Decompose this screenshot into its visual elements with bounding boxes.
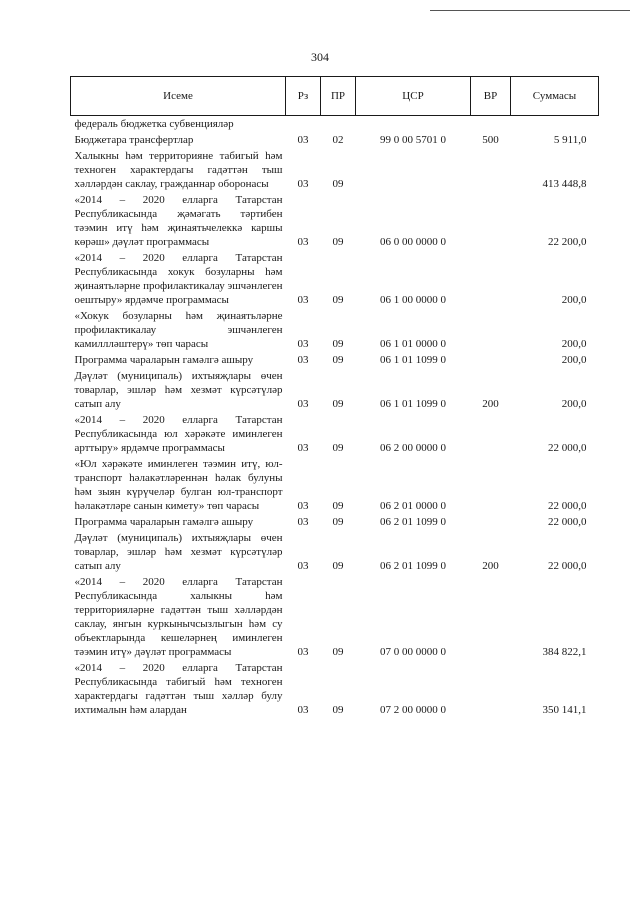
cell-vr	[471, 250, 511, 308]
cell-vr	[471, 192, 511, 250]
cell-pr: 09	[332, 704, 344, 716]
table-row	[71, 116, 599, 133]
cell-vr	[471, 308, 511, 352]
table-row	[71, 308, 599, 352]
cell-pr: 09	[332, 178, 344, 190]
cell-csr: 06 2 00 0000 0	[380, 442, 446, 454]
table-body	[71, 116, 599, 719]
budget-table	[70, 76, 599, 718]
cell-pr: 02	[332, 134, 344, 146]
table-row	[71, 132, 599, 148]
header-sum: Суммасы	[511, 77, 599, 116]
cell-name: Программа чараларын гамәлгә ашыру	[74, 354, 254, 366]
header-csr: ЦСР	[356, 77, 471, 116]
cell-csr: 06 0 00 0000 0	[380, 236, 446, 248]
header-rule	[430, 10, 630, 11]
cell-name: Халыкны һәм территорияне табигый һәм техноген характердагы гадәттән тыш хәлләрдән саклау, гражданнар оборонасы	[74, 150, 283, 190]
header-vr: ВР	[471, 77, 511, 116]
cell-rz	[286, 116, 321, 133]
cell-sum: 200,0	[561, 294, 587, 306]
cell-rz: 03	[297, 354, 309, 366]
cell-sum: 413 448,8	[542, 178, 587, 190]
cell-vr	[471, 116, 511, 133]
cell-vr: 500	[482, 134, 499, 146]
cell-sum: 5 911,0	[553, 134, 587, 146]
table-row	[71, 148, 599, 192]
cell-name: «2014 – 2020 елларга Татарстан Республикасында юл хәрәкәте иминлеген арттыру» ярдәмче программасы	[74, 414, 283, 454]
cell-vr: 200	[482, 560, 499, 572]
cell-rz: 03	[297, 178, 309, 190]
cell-name: «Юл хәрәкәте иминлеген тәэмин итү, юл-транспорт һәлакәтләреннән һәлак булуны һәм зыян күрүчеләр булган юл-транспорт һәлакәтләре санын кимету» төп чарасы	[74, 458, 283, 512]
table-row	[71, 368, 599, 412]
cell-sum: 384 822,1	[542, 646, 587, 658]
cell-sum: 22 000,0	[548, 442, 587, 454]
cell-name: «2014 – 2020 елларга Татарстан Республикасында хокук бозуларны һәм җинаятьләрне профилактикалау эшчәнлеген оештыру» ярдәмче программасы	[74, 252, 283, 306]
cell-name: Дәүләт (муниципаль) ихтыяҗлары өчен товарлар, эшләр һәм хезмәт күрсәтүләр сатып алу	[74, 370, 283, 410]
cell-name: «2014 – 2020 елларга Татарстан Республикасында табигый һәм техноген характердагы гадәттән тыш хәлләр булу ихтималын һәм алардан	[74, 662, 283, 716]
table-row	[71, 352, 599, 368]
cell-name: Дәүләт (муниципаль) ихтыяҗлары өчен товарлар, эшләр һәм хезмәт күрсәтүләр сатып алу	[74, 532, 283, 572]
cell-csr: 07 2 00 0000 0	[380, 704, 446, 716]
cell-csr: 06 2 01 1099 0	[380, 560, 446, 572]
cell-vr	[471, 412, 511, 456]
cell-pr: 09	[332, 646, 344, 658]
cell-pr: 09	[332, 442, 344, 454]
cell-rz: 03	[297, 560, 309, 572]
cell-rz: 03	[297, 646, 309, 658]
cell-rz: 03	[297, 338, 309, 350]
cell-pr: 09	[332, 338, 344, 350]
cell-pr: 09	[332, 398, 344, 410]
cell-csr: 06 2 01 0000 0	[380, 500, 446, 512]
cell-pr: 09	[332, 294, 344, 306]
cell-csr: 06 2 01 1099 0	[380, 516, 446, 528]
cell-name: «2014 – 2020 елларга Татарстан Республикасында халыкны һәм территорияләрне гадәттән тыш хәлләрдән саклау, янгын куркынычсызлыгын һәм су объектларында кешеләрнең иминлеген тәэмин итү» дәүләт программасы	[74, 576, 283, 658]
cell-csr: 06 1 00 0000 0	[380, 294, 446, 306]
cell-sum	[511, 116, 599, 133]
cell-pr: 09	[332, 560, 344, 572]
cell-rz: 03	[297, 516, 309, 528]
cell-sum: 200,0	[561, 354, 587, 366]
cell-vr	[471, 514, 511, 530]
page-number: 304	[311, 50, 329, 64]
cell-pr: 09	[332, 236, 344, 248]
table-row	[71, 250, 599, 308]
cell-vr: 200	[482, 398, 499, 410]
cell-sum: 22 000,0	[548, 516, 587, 528]
cell-csr: 99 0 00 5701 0	[380, 134, 446, 146]
cell-rz: 03	[297, 442, 309, 454]
cell-name: федераль бюджетка субвенцияләр	[74, 118, 234, 130]
table-row	[71, 192, 599, 250]
cell-pr: 09	[332, 500, 344, 512]
cell-sum: 22 000,0	[548, 560, 587, 572]
cell-name: «2014 – 2020 елларга Татарстан Республикасында җәмәгать тәртибен тәэмин итү һәм җинаятьчелеккә каршы көрәш» дәүләт программасы	[74, 194, 283, 248]
cell-name: Программа чараларын гамәлгә ашыру	[74, 516, 254, 528]
cell-sum: 22 200,0	[548, 236, 587, 248]
table-row	[71, 514, 599, 530]
cell-rz: 03	[297, 398, 309, 410]
cell-vr	[471, 456, 511, 514]
cell-csr: 07 0 00 0000 0	[380, 646, 446, 658]
header-name: Исеме	[71, 77, 286, 116]
cell-pr: 09	[332, 354, 344, 366]
cell-name: Бюджетара трансфертлар	[74, 134, 194, 146]
cell-pr	[321, 116, 356, 133]
cell-pr: 09	[332, 516, 344, 528]
cell-rz: 03	[297, 236, 309, 248]
cell-vr	[471, 574, 511, 660]
cell-rz: 03	[297, 704, 309, 716]
cell-sum: 200,0	[561, 398, 587, 410]
table-row	[71, 456, 599, 514]
cell-name: «Хокук бозуларны һәм җинаятьләрне профилактикалау эшчәнлеген камиллләштерү» төп чарасы	[74, 310, 283, 350]
table-row	[71, 574, 599, 660]
cell-sum: 200,0	[561, 338, 587, 350]
cell-sum: 22 000,0	[548, 500, 587, 512]
cell-rz: 03	[297, 500, 309, 512]
cell-csr: 06 1 01 1099 0	[380, 354, 446, 366]
table-row	[71, 530, 599, 574]
cell-rz: 03	[297, 294, 309, 306]
header-rz: Рз	[286, 77, 321, 116]
cell-vr	[471, 148, 511, 192]
cell-csr: 06 1 01 1099 0	[380, 398, 446, 410]
table-row	[71, 412, 599, 456]
cell-sum: 350 141,1	[542, 704, 587, 716]
cell-csr	[356, 116, 471, 133]
cell-csr	[356, 148, 471, 192]
table-row	[71, 660, 599, 718]
cell-csr: 06 1 01 0000 0	[380, 338, 446, 350]
table-header-row	[71, 77, 599, 116]
header-pr: ПР	[321, 77, 356, 116]
cell-rz: 03	[297, 134, 309, 146]
cell-vr	[471, 352, 511, 368]
cell-vr	[471, 660, 511, 718]
